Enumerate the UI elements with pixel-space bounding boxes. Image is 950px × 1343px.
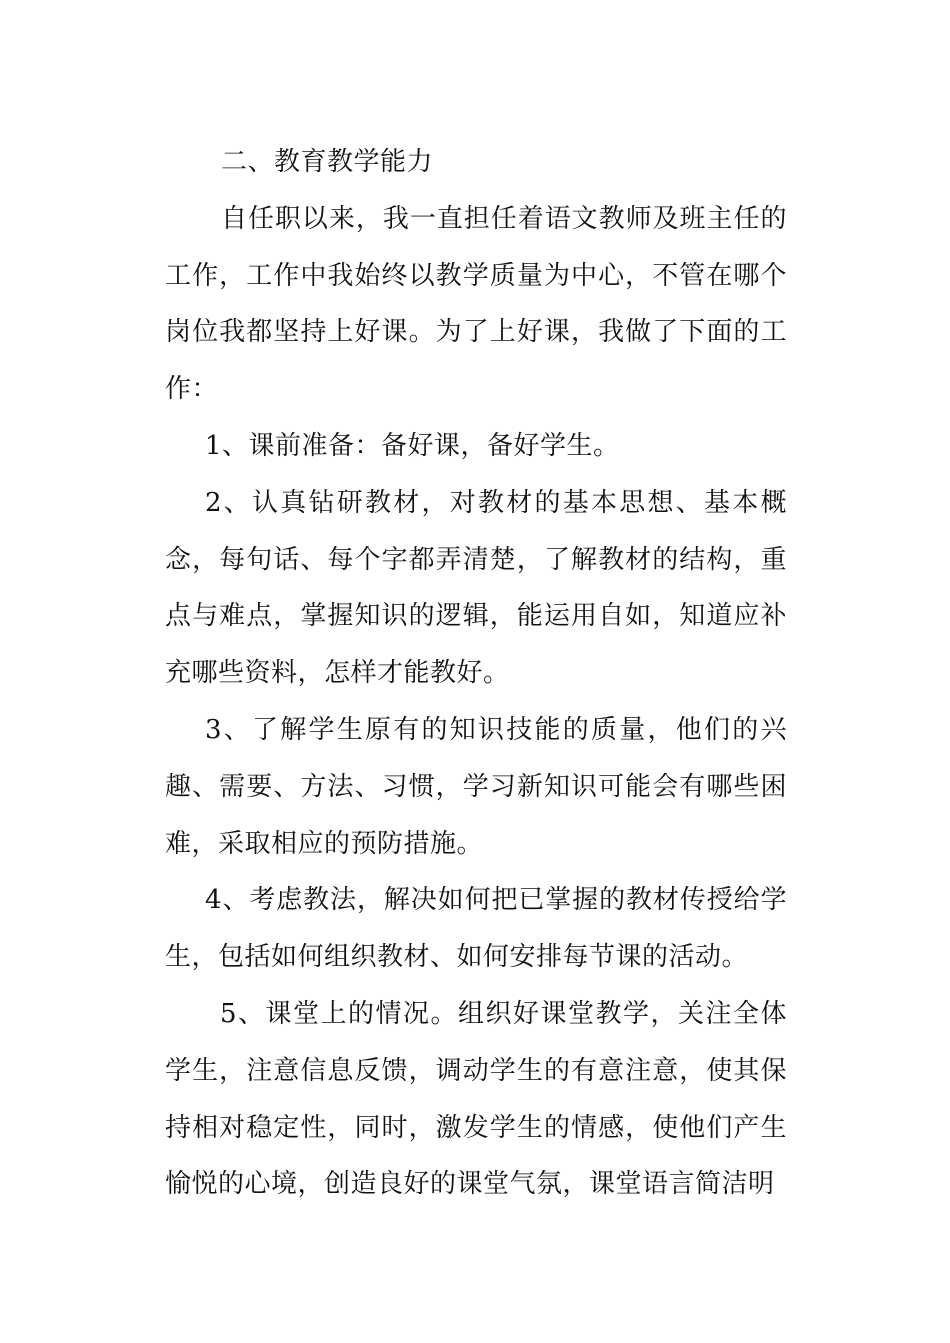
paragraph-item-5: 5、课堂上的情况。组织好课堂教学，关注全体学生，注意信息反馈，调动学生的有意注意，使其保持相对稳定性，同时，激发学生的情感，使他们产生愉悦的心境，创造良好的课堂气氛，课堂语言简洁明 [165, 998, 787, 1200]
paragraph-item-1: 1、课前准备：备好课，备好学生。 [205, 430, 620, 461]
document-body [165, 134, 787, 1213]
paragraph-item-3: 3、了解学生原有的知识技能的质量，他们的兴趣、需要、方法、习惯，学习新知识可能会有哪些困难，采取相应的预防措施。 [165, 714, 787, 859]
paragraph-item-4: 4、考虑教法，解决如何把已掌握的教材传授给学生，包括如何组织教材、如何安排每节课的活动。 [165, 885, 787, 973]
paragraph-item-2: 2、认真钻研教材，对教材的基本思想、基本概念，每句话、每个字都弄清楚，了解教材的结构，重点与难点，掌握知识的逻辑，能运用自如，知道应补充哪些资料，怎样才能教好。 [165, 487, 787, 689]
paragraph-intro: 自任职以来，我一直担任着语文教师及班主任的工作，工作中我始终以教学质量为中心，不管在哪个岗位我都坚持上好课。为了上好课，我做了下面的工作： [165, 203, 787, 405]
section-heading: 二、教育教学能力 [221, 147, 434, 177]
